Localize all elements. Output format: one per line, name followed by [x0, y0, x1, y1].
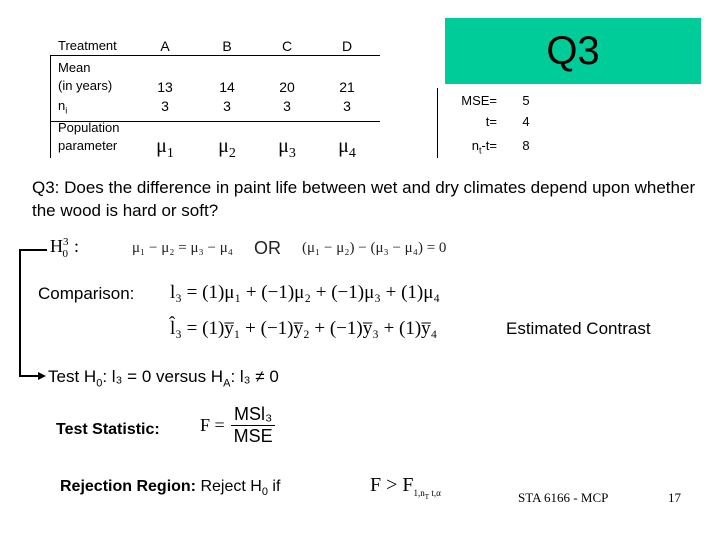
comparison-label: Comparison: [38, 284, 135, 303]
mse-value: 5 [522, 93, 530, 108]
n-b: 3 [223, 98, 231, 114]
test-statistic-label: Test Statistic: [56, 421, 160, 438]
param-mu3: $\mu_3$ [278, 135, 296, 161]
n-a: 3 [161, 98, 169, 114]
test-hypothesis-line: Test $H_0$: l₃ = 0 versus $H_A$: l₃ ≠ 0 [48, 367, 279, 390]
t-value: 4 [522, 114, 530, 129]
page-number: 17 [668, 490, 681, 505]
parameter-label: parameter [58, 138, 118, 153]
header-a: A [160, 38, 170, 54]
n-label: $n_i$ [58, 98, 68, 116]
mse-label: MSE= [461, 93, 497, 108]
f-numerator: MSl₃ [231, 404, 275, 426]
f-statistic-formula [200, 404, 276, 447]
nt-minus-t-label: $n_t-t=$ [471, 138, 497, 156]
param-mu1: $\mu_1$ [156, 135, 174, 161]
mean-c: 20 [279, 79, 295, 95]
header-d: D [341, 38, 353, 54]
nt-minus-t-value: 8 [522, 138, 530, 153]
rejection-region-label: Rejection Region: Reject $H_0$ if [60, 478, 281, 499]
f-denominator: MSE [233, 426, 273, 446]
hypothesis-equation-alt: (μ₁ − μ₂) − (μ₃ − μ₄) = 0 [302, 240, 447, 256]
estimated-contrast-equation: l̂₃ = (1)y̅₁ + (−1)y̅₂ + (−1)y̅₃ + (1)y̅₄ [170, 318, 438, 339]
question-text: Q3: Does the difference in paint life between wet and dry climates depend upon whether the wood is hard or soft? [32, 178, 696, 220]
mean-unit-label: (in years) [58, 78, 113, 93]
f-lhs: F = [200, 415, 225, 435]
mean-b: 14 [219, 79, 235, 95]
rejection-formula: $F > F_{1,n_T t,\alpha}$ [370, 474, 441, 501]
hypothesis-equation: μ₁ − μ₂ = μ₃ − μ₄ [132, 240, 233, 256]
course-footer: STA 6166 - MCP [518, 490, 609, 505]
header-b: B [222, 38, 232, 54]
estimated-contrast-label: Estimated Contrast [506, 319, 651, 338]
t-label: t= [485, 114, 497, 129]
population-label: Population [58, 120, 120, 135]
mean-a: 13 [157, 79, 173, 95]
or-label: OR [254, 238, 281, 258]
param-mu4: $\mu_4$ [338, 135, 356, 161]
mean-label: Mean [58, 60, 91, 75]
header-treatment: Treatment [58, 38, 117, 53]
header-c: C [281, 38, 293, 54]
param-mu2: $\mu_2$ [218, 135, 236, 161]
q3-title: Q3 [546, 28, 600, 73]
f-fraction [231, 404, 276, 447]
hypothesis-h0: $H^3_0$ : [50, 236, 80, 260]
mean-d: 21 [339, 79, 355, 95]
n-c: 3 [283, 98, 291, 114]
n-d: 3 [343, 98, 351, 114]
contrast-equation: l₃ = (1)μ₁ + (−1)μ₂ + (−1)μ₃ + (1)μ₄ [170, 282, 441, 303]
